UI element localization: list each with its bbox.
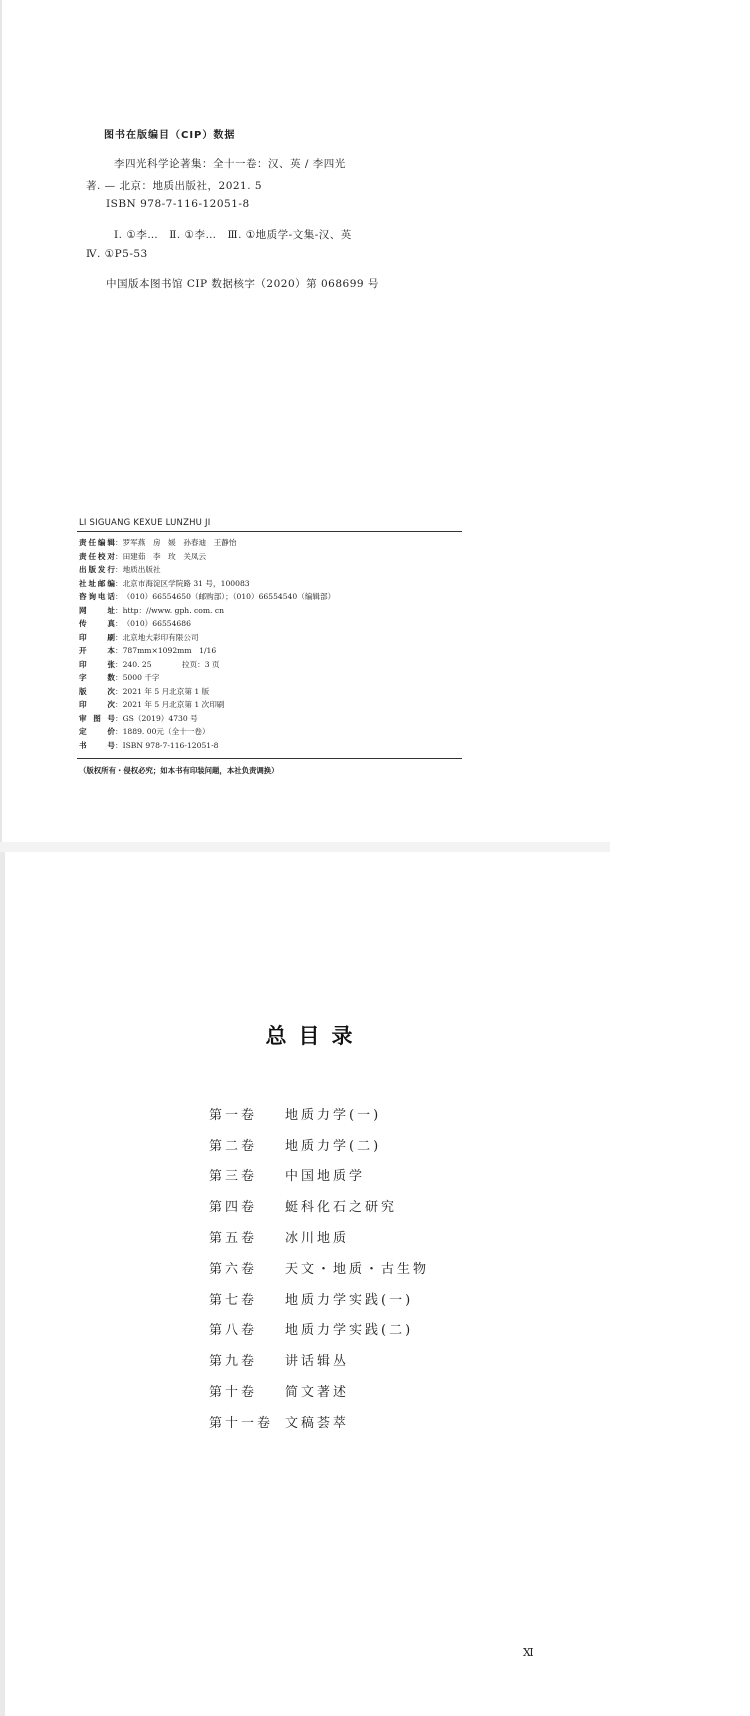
info-value: 罗军燕 房 媛 孙春迪 王静怡 [122,538,237,547]
volume-number: 第三卷 [209,1169,258,1185]
bottom-rule [77,758,462,759]
contents-item [209,1283,429,1314]
info-colon: ： [115,659,123,669]
cip-line-6: 中国版本图书馆 CIP 数据核字（2020）第 068699 号 [106,278,379,290]
volume-number: 第一卷 [209,1107,258,1123]
info-label: 责任编辑 [79,538,115,547]
volume-number: 第六卷 [209,1261,258,1277]
volume-title: 简文著述 [285,1385,350,1401]
copyright-page [0,0,610,842]
info-row [79,604,335,618]
contents-item [209,1344,429,1375]
info-label: 出版发行 [79,565,115,574]
info-row [79,671,335,685]
info-label: 传真 [79,619,115,628]
info-label: 书号 [79,740,115,750]
contents-item [209,1160,429,1191]
volume-title: 文稿荟萃 [285,1415,350,1431]
info-colon: ： [115,727,123,736]
info-value: 2021 年 5 月北京第 1 次印刷 [122,700,225,709]
info-colon: ： [115,686,123,696]
info-row [79,631,335,645]
info-row [79,550,335,564]
contents-page [0,852,750,1716]
cip-line-3: ISBN 978-7-116-12051-8 [106,198,250,210]
info-label: 咨询电话 [79,592,115,601]
info-value: 1889. 00元（全十一卷） [122,727,210,736]
contents-title: 总目录 [265,1024,365,1048]
contents-item [209,1221,429,1252]
info-row [79,644,335,658]
info-row [79,685,335,699]
info-row [79,725,335,739]
volume-number: 第七卷 [209,1292,258,1308]
volume-number: 第十卷 [209,1385,258,1401]
info-value: GS（2019）4730 号 [122,713,198,723]
rights-notice: （版权所有・侵权必究；如本书有印装问题，本社负责调换） [79,766,279,775]
info-colon: ： [115,605,123,615]
cip-line-5: Ⅳ. ①P5-53 [86,248,148,260]
page-gap [0,842,610,852]
volume-title: 地质力学(一) [285,1107,382,1123]
info-value: 787mm×1092mm 1/16 [122,646,217,655]
volume-title: 地质力学实践(一) [285,1292,414,1308]
volume-title: 地质力学(二) [285,1138,382,1154]
contents-item [209,1314,429,1345]
info-colon: ： [115,632,123,642]
info-value: （010）66554686 [122,619,191,628]
info-colon: ： [115,565,123,574]
volume-number: 第五卷 [209,1231,258,1247]
contents-item [209,1252,429,1283]
info-row [79,590,335,604]
info-colon: ： [115,673,123,682]
volume-number: 第九卷 [209,1354,258,1370]
info-label: 印张 [79,659,115,669]
info-row [79,739,335,753]
info-label: 审图号 [79,713,115,723]
volume-title: 冰川地质 [285,1231,350,1247]
info-row [79,712,335,726]
info-label: 责任校对 [79,551,115,561]
publication-info-table [79,536,335,752]
contents-item [209,1129,429,1160]
info-row [79,617,335,631]
info-value: 北京市海淀区学院路 31 号，100083 [122,578,250,588]
info-colon: ： [115,538,123,547]
info-colon: ： [115,700,123,709]
info-value: 5000 千字 [122,673,160,682]
info-colon: ： [115,592,123,601]
top-rule [77,531,462,532]
info-value: （010）66554650（邮购部）；（010）66554540（编辑部） [122,592,336,601]
info-row [79,658,335,672]
volume-title: 天文・地质・古生物 [285,1261,430,1277]
info-row [79,577,335,591]
volume-title: 蜓科化石之研究 [285,1200,398,1216]
cip-title: 图书在版编目（CIP）数据 [104,130,236,141]
volume-number: 第八卷 [209,1323,258,1339]
info-label: 字数 [79,673,115,682]
info-colon: ： [115,713,123,723]
info-row [79,563,335,577]
info-colon: ： [115,578,123,588]
pinyin-title: LI SIGUANG KEXUE LUNZHU JI [79,518,211,528]
info-label: 开本 [79,646,115,655]
info-row [79,698,335,712]
info-label: 印次 [79,700,115,709]
contents-list [209,1098,429,1437]
info-row [79,536,335,550]
cip-line-1: 李四光科学论著集：全十一卷：汉、英 / 李四光 [114,158,346,170]
info-colon: ： [115,740,123,750]
cip-line-2: 著. — 北京：地质出版社，2021. 5 [86,180,263,192]
contents-item [209,1190,429,1221]
contents-item [209,1098,429,1129]
info-value: 北京地大彩印有限公司 [122,632,199,642]
info-value: 田建茹 李 玫 关凤云 [122,551,207,561]
volume-number: 第四卷 [209,1200,258,1216]
contents-item [209,1406,429,1437]
info-value: http：//www. gph. com. cn [122,605,225,615]
info-label: 社址邮编 [79,578,115,588]
volume-title: 中国地质学 [285,1169,366,1185]
info-colon: ： [115,646,123,655]
info-value: ISBN 978-7-116-12051-8 [122,740,219,750]
page-number: Ⅺ [523,1646,534,1659]
info-label: 印刷 [79,632,115,642]
info-value: 地质出版社 [122,565,161,574]
volume-title: 讲话辑丛 [285,1354,350,1370]
cip-line-4: Ⅰ. ①李… Ⅱ. ①李… Ⅲ. ①地质学-文集-汉、英 [114,229,352,241]
contents-item [209,1375,429,1406]
info-label: 网址 [79,605,115,615]
volume-number: 第二卷 [209,1138,258,1154]
info-colon: ： [115,551,123,561]
info-label: 定价 [79,727,115,736]
info-label: 版次 [79,686,115,696]
info-value: 2021 年 5 月北京第 1 版 [122,686,210,696]
info-value: 240. 25 拉页：3 页 [122,659,220,669]
volume-title: 地质力学实践(二) [285,1323,414,1339]
volume-number: 第十一卷 [209,1415,274,1431]
info-colon: ： [115,619,123,628]
